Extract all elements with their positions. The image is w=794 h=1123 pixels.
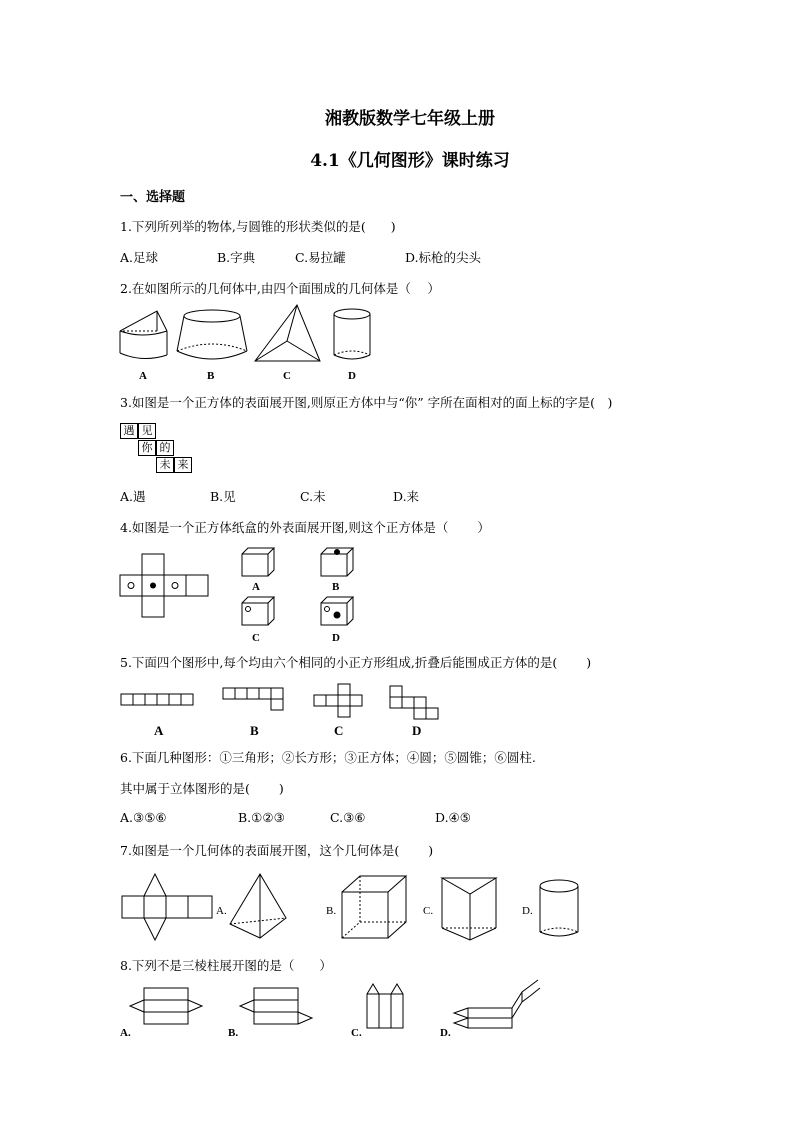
q2-label-d: D (348, 370, 356, 382)
section-heading: 一、选择题 (120, 190, 186, 205)
net-cell: 见 (138, 423, 156, 439)
question-5: 5.下面四个图形中,每个均由六个相同的小正方形组成,折叠后能围成正方体的是( ) (120, 655, 592, 670)
question-2: 2.在如图所示的几何体中,由四个面围成的几何体是（ ） (120, 281, 440, 296)
q2-solid-d (334, 309, 370, 359)
q8-net-a (130, 988, 202, 1024)
q2-label-b: B (207, 370, 215, 382)
net-cell: 来 (174, 457, 192, 473)
q7-label-a: A. (216, 905, 227, 917)
q8-label-d: D. (440, 1027, 451, 1039)
question-8: 8.下列不是三棱柱展开图的是（ ） (120, 958, 332, 973)
q3-option-d: D.来 (393, 489, 420, 504)
q5-net-c (314, 684, 362, 717)
q2-label-a: A (139, 370, 147, 382)
q2-solids-figure (115, 303, 395, 385)
net-cell: 遇 (120, 423, 138, 439)
q8-label-c: C. (351, 1027, 362, 1039)
q5-label-a: A (154, 723, 164, 738)
q5-net-a (121, 694, 193, 705)
net-cell: 未 (156, 457, 174, 473)
q4-cube-c (242, 597, 274, 625)
q6-option-a: A.③⑤⑥ (120, 810, 167, 825)
q4-label-d: D (332, 632, 340, 644)
q7-solid-d (540, 880, 578, 936)
q1-option-a: A.足球 (120, 250, 159, 265)
q5-label-c: C (334, 723, 344, 738)
q8-label-a: A. (120, 1027, 131, 1039)
question-6-line2: 其中属于立体图形的是( ) (120, 781, 284, 796)
q1-option-d: D.标枪的尖头 (405, 250, 482, 265)
question-3: 3.如图是一个正方体的表面展开图,则原正方体中与“你” 字所在面相对的面上标的字是( ) (120, 395, 613, 410)
q7-label-c: C. (423, 905, 434, 917)
q4-net (120, 554, 208, 617)
q7-label-b: B. (326, 905, 337, 917)
q3-option-a: A.遇 (120, 489, 146, 504)
page-title: 湘教版数学七年级上册 (325, 109, 495, 129)
question-7: 7.如图是一个几何体的表面展开图，这个几何体是( ) (120, 843, 434, 858)
q7-figure (118, 866, 598, 946)
q6-option-d: D.④⑤ (435, 810, 471, 825)
q4-label-c: C (252, 632, 260, 644)
q6-option-b: B.①②③ (238, 810, 285, 825)
q8-label-b: B. (228, 1027, 239, 1039)
q5-label-d: D (412, 723, 422, 738)
q4-label-b: B (332, 581, 340, 593)
question-6: 6.下面几种图形：①三角形；②长方形；③正方体；④圆；⑤圆锥；⑥圆柱. (120, 750, 536, 765)
q4-cube-d (321, 597, 353, 625)
q7-label-d: D. (522, 905, 533, 917)
q8-figure (118, 980, 558, 1044)
q7-solid-c (442, 878, 496, 940)
q8-net-c (367, 984, 403, 1028)
q3-option-c: C.未 (300, 489, 326, 504)
q4-figure (118, 543, 358, 647)
q7-net (122, 874, 212, 940)
question-4: 4.如图是一个正方体纸盒的外表面展开图,则这个正方体是（ ） (120, 520, 490, 535)
q2-solid-a (120, 311, 167, 359)
q7-solid-a (230, 874, 286, 938)
q5-net-b (223, 688, 283, 710)
q6-option-c: C.③⑥ (330, 810, 366, 825)
net-cell: 的 (156, 440, 174, 456)
q3-option-b: B.见 (210, 489, 236, 504)
question-1: 1.下列所列举的物体,与圆锥的形状类似的是( ) (120, 219, 396, 234)
page-subtitle: 4.1《几何图形》课时练习 (310, 151, 510, 171)
q8-net-d (454, 980, 540, 1028)
q1-option-c: C.易拉罐 (295, 250, 346, 265)
q2-label-c: C (283, 370, 291, 382)
q1-option-b: B.字典 (217, 250, 256, 265)
q5-label-b: B (250, 723, 259, 738)
q2-solid-c (255, 305, 320, 361)
net-cell: 你 (138, 440, 156, 456)
q4-cube-a (242, 548, 274, 576)
q5-figure (118, 680, 448, 740)
q5-net-d (390, 686, 438, 719)
q2-solid-b (177, 310, 247, 359)
q8-net-b (240, 988, 312, 1024)
q7-solid-b (342, 876, 406, 938)
q4-label-a: A (252, 581, 260, 593)
